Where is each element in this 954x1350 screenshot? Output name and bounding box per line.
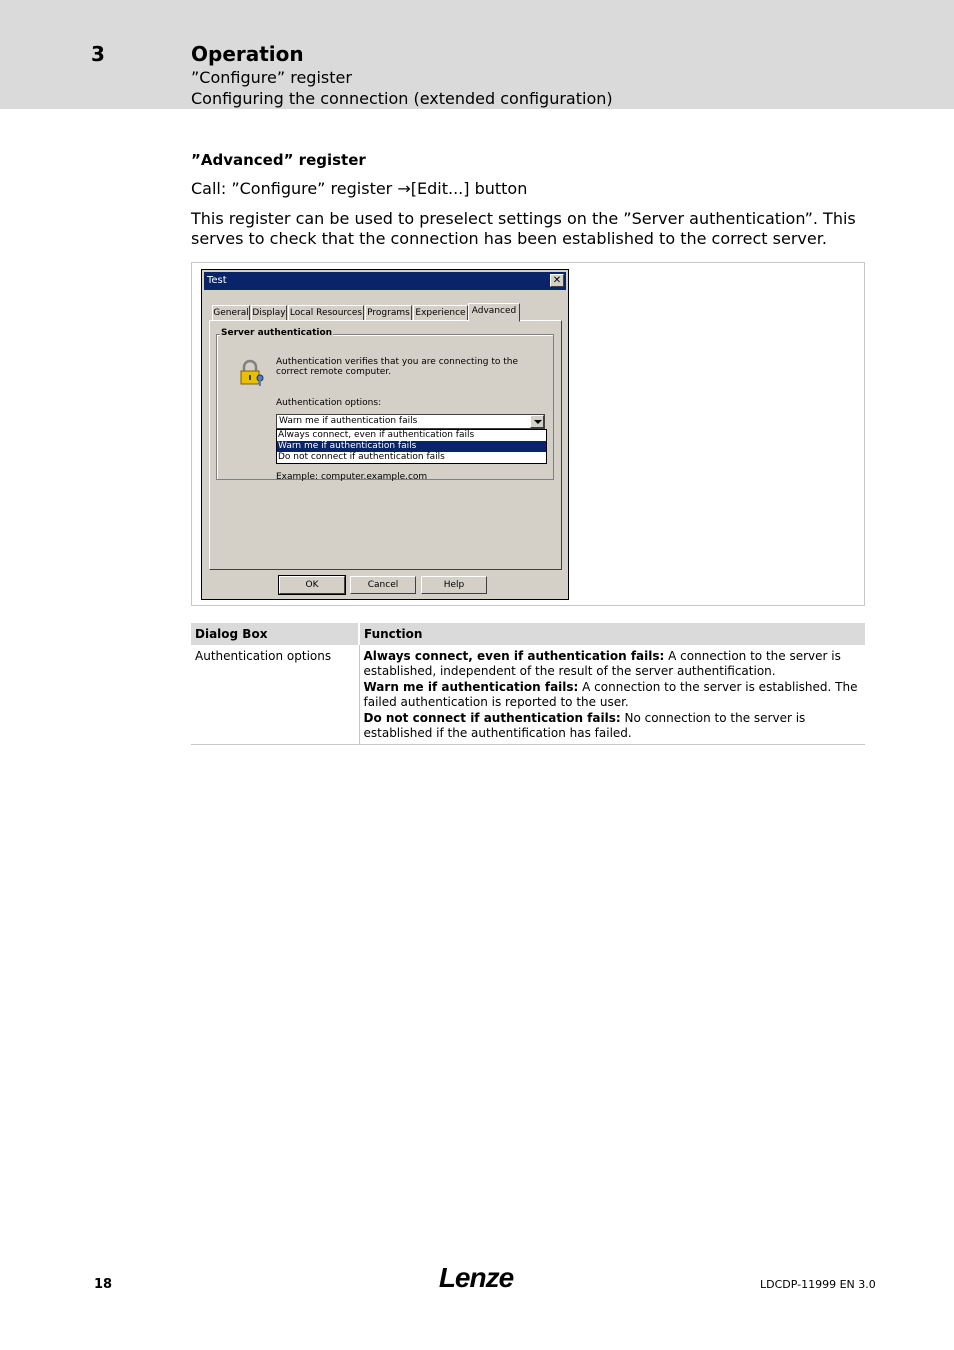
function-term: Warn me if authentication fails: bbox=[363, 680, 579, 694]
lock-key-icon bbox=[237, 359, 265, 387]
chapter-number: 3 bbox=[91, 42, 105, 66]
table-header-row bbox=[191, 623, 865, 645]
function-text: A connection to the server is established, independent of the result of the server authentification. bbox=[363, 649, 841, 678]
cancel-button[interactable]: Cancel bbox=[350, 576, 416, 594]
dialog-titlebar[interactable] bbox=[204, 272, 566, 290]
advanced-tab-panel bbox=[209, 320, 562, 570]
call-instruction: Call: ”Configure” register →[Edit...] button bbox=[191, 179, 528, 198]
tab-local-resources[interactable]: Local Resources bbox=[288, 305, 364, 321]
authentication-options-dropdown bbox=[276, 429, 547, 464]
tab-programs[interactable]: Programs bbox=[365, 305, 412, 321]
header-function: Function bbox=[359, 623, 865, 645]
dialog-title: Test bbox=[207, 275, 227, 286]
chevron-down-icon[interactable] bbox=[530, 415, 544, 428]
chapter-subtitle-2: Configuring the connection (extended configuration) bbox=[191, 89, 613, 108]
ok-button[interactable]: OK bbox=[279, 576, 345, 594]
tab-advanced[interactable]: Advanced bbox=[468, 303, 520, 322]
page-number: 18 bbox=[94, 1277, 113, 1292]
group-label: Server authentication bbox=[221, 328, 333, 338]
function-text: No connection to the server is established if the authentification has failed. bbox=[363, 711, 806, 740]
close-icon[interactable]: ✕ bbox=[550, 274, 564, 287]
function-entry bbox=[364, 711, 862, 741]
cell-dialog-box: Authentication options bbox=[191, 645, 359, 745]
function-entry bbox=[364, 649, 862, 679]
table-row bbox=[191, 645, 865, 745]
option-warn-me[interactable]: Warn me if authentication fails bbox=[277, 441, 546, 452]
lenze-logo bbox=[435, 1263, 517, 1293]
help-button[interactable]: Help bbox=[421, 576, 487, 594]
server-authentication-group bbox=[216, 328, 554, 482]
dialog-function-table bbox=[191, 623, 865, 745]
function-term: Do not connect if authentication fails: bbox=[363, 711, 621, 725]
combo-value: Warn me if authentication fails bbox=[279, 416, 418, 426]
function-term: Always connect, even if authentication fails: bbox=[363, 649, 665, 663]
tab-display[interactable]: Display bbox=[251, 305, 287, 321]
section-title: ”Advanced” register bbox=[191, 151, 366, 169]
option-always-connect[interactable]: Always connect, even if authentication fails bbox=[278, 430, 475, 440]
example-text: Example: computer.example.com bbox=[276, 472, 428, 482]
chapter-title: Operation bbox=[191, 42, 304, 66]
header-dialog-box: Dialog Box bbox=[191, 623, 359, 645]
chapter-header bbox=[0, 0, 954, 109]
svg-text:Lenze: Lenze bbox=[438, 1263, 514, 1293]
option-do-not-connect[interactable]: Do not connect if authentication fails bbox=[278, 452, 445, 462]
test-dialog bbox=[201, 269, 569, 600]
cell-function bbox=[359, 645, 865, 745]
document-id: LDCDP-11999 EN 3.0 bbox=[760, 1278, 876, 1291]
function-text: A connection to the server is established. The failed authentication is reported to the user. bbox=[363, 680, 858, 709]
function-entry bbox=[364, 680, 862, 710]
tab-experience[interactable]: Experience bbox=[413, 305, 468, 321]
chapter-subtitle-1: ”Configure” register bbox=[191, 68, 352, 87]
authentication-options-label: Authentication options: bbox=[276, 398, 382, 408]
authentication-description: Authentication verifies that you are connecting to the correct remote computer. bbox=[276, 357, 519, 377]
section-paragraph: This register can be used to preselect settings on the ”Server authentication”. This serves to check that the connection has been established to the correct server. bbox=[191, 209, 856, 248]
tab-general[interactable]: General bbox=[212, 305, 250, 321]
authentication-options-combo[interactable] bbox=[276, 414, 545, 429]
